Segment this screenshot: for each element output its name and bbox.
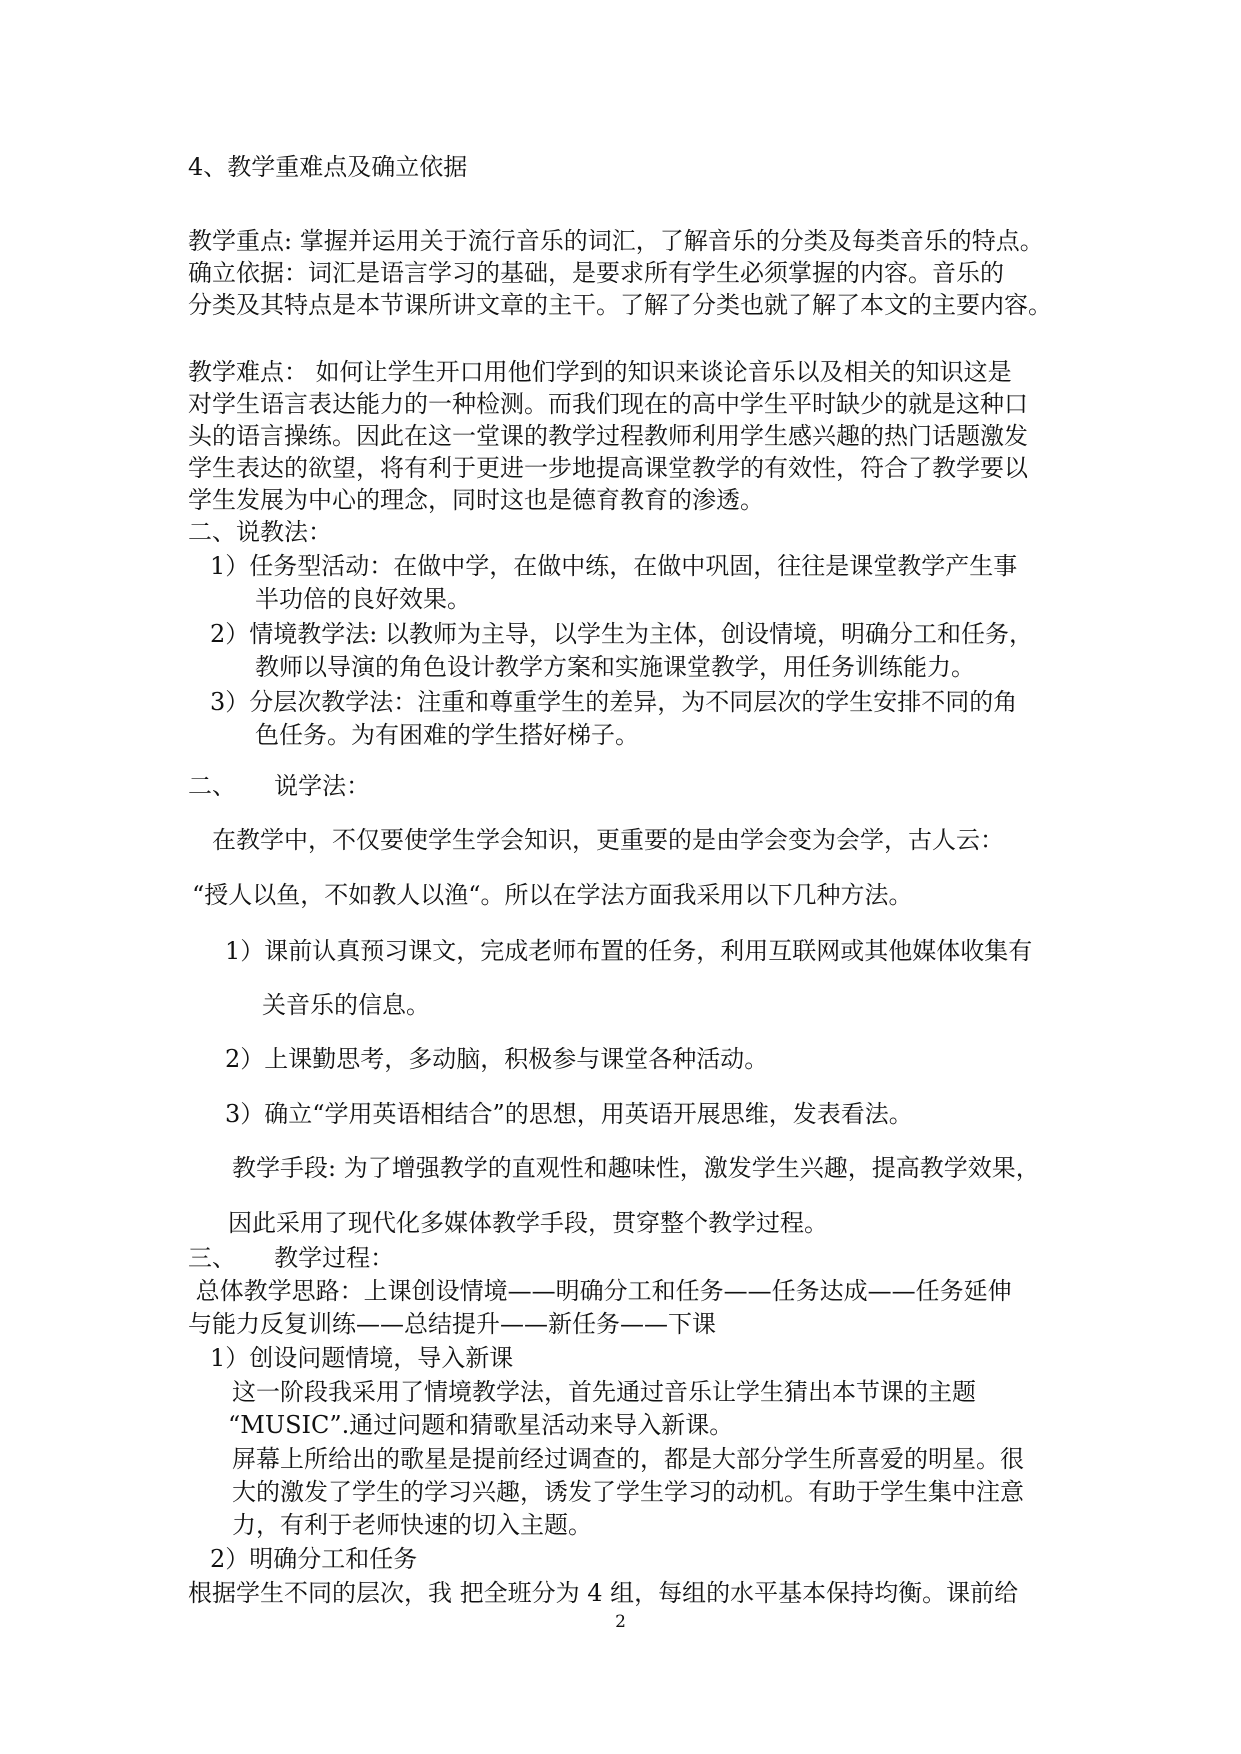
teaching-means: 因此采用了现代化多媒体教学手段，贯穿整个教学过程。 (228, 1209, 828, 1237)
teaching-means: 教学手段: 为了增强教学的直观性和趣味性，激发学生兴趣，提高教学效果， (232, 1154, 1040, 1182)
difficulties-line: 学生发展为中心的理念，同时这也是德育教育的渗透。 (188, 486, 764, 514)
process-title: 三、 教学过程： (188, 1244, 395, 1272)
key-points-line: 教学重点: 掌握并运用关于流行音乐的词汇，了解音乐的分类及每类音乐的特点。 (188, 227, 1044, 255)
process-step-text: “MUSIC”.通过问题和猜歌星活动来导入新课。 (228, 1411, 734, 1439)
difficulties-line: 学生表达的欲望，将有利于更进一步地提高课堂教学的有效性，符合了教学要以 (188, 454, 1028, 482)
process-step-text: 大的激发了学生的学习兴趣，诱发了学生学习的动机。有助于学生集中注意 (232, 1478, 1024, 1506)
process-step-text: 屏幕上所给出的歌星是提前经过调查的，都是大部分学生所喜爱的明星。很 (232, 1445, 1024, 1473)
key-points-line: 确立依据：词汇是语言学习的基础，是要求所有学生必须掌握的内容。音乐的 (188, 259, 1004, 287)
difficulties-line: 教学难点： 如何让学生开口用他们学到的知识来谈论音乐以及相关的知识这是 (188, 358, 1012, 386)
learning-item: 3）确立“学用英语相结合”的思想，用英语开展思维，发表看法。 (225, 1100, 913, 1128)
learning-intro: “授人以鱼，不如教人以渔“。所以在学法方面我采用以下几种方法。 (192, 881, 913, 909)
process-step-text: 力，有利于老师快速的切入主题。 (232, 1511, 592, 1539)
learning-item: 1）课前认真预习课文，完成老师布置的任务，利用互联网或其他媒体收集有 (225, 937, 1033, 965)
section-heading: 4、教学重难点及确立依据 (188, 153, 468, 181)
method-item: 2）情境教学法: 以教师为主导，以学生为主体，创设情境，明确分工和任务， (210, 620, 1033, 648)
method-item: 半功倍的良好效果。 (255, 585, 471, 613)
learning-item: 关音乐的信息。 (262, 991, 430, 1019)
page-number: 2 (615, 1612, 626, 1632)
process-step-title: 1）创设问题情境，导入新课 (210, 1344, 514, 1372)
process-step-text: 这一阶段我采用了情境教学法，首先通过音乐让学生猜出本节课的主题 (232, 1378, 976, 1406)
methods-title: 二、说教法： (188, 518, 332, 546)
process-overview: 与能力反复训练——总结提升——新任务——下课 (188, 1310, 716, 1338)
method-item: 教师以导演的角色设计教学方案和实施课堂教学，用任务训练能力。 (255, 653, 975, 681)
difficulties-line: 头的语言操练。因此在这一堂课的教学过程教师利用学生感兴趣的热门话题激发 (188, 422, 1028, 450)
method-item: 3）分层次教学法：注重和尊重学生的差异，为不同层次的学生安排不同的角 (210, 688, 1018, 716)
method-item: 色任务。为有困难的学生搭好梯子。 (255, 721, 639, 749)
learning-title: 二、 说学法： (188, 772, 371, 800)
key-points-line: 分类及其特点是本节课所讲文章的主干。了解了分类也就了解了本文的主要内容。 (188, 291, 1052, 319)
process-step-title: 2）明确分工和任务 (210, 1545, 418, 1573)
process-step-text: 根据学生不同的层次，我 把全班分为 4 组，每组的水平基本保持均衡。课前给 (188, 1579, 1019, 1607)
method-item: 1）任务型活动：在做中学，在做中练，在做中巩固，往往是课堂教学产生事 (210, 552, 1018, 580)
learning-item: 2）上课勤思考，多动脑，积极参与课堂各种活动。 (225, 1045, 769, 1073)
learning-intro: 在教学中，不仅要使学生学会知识，更重要的是由学会变为会学，古人云： (212, 826, 1004, 854)
difficulties-line: 对学生语言表达能力的一种检测。而我们现在的高中学生平时缺少的就是这种口 (188, 390, 1028, 418)
process-overview: 总体教学思路：上课创设情境——明确分工和任务——任务达成——任务延伸 (188, 1277, 1012, 1305)
